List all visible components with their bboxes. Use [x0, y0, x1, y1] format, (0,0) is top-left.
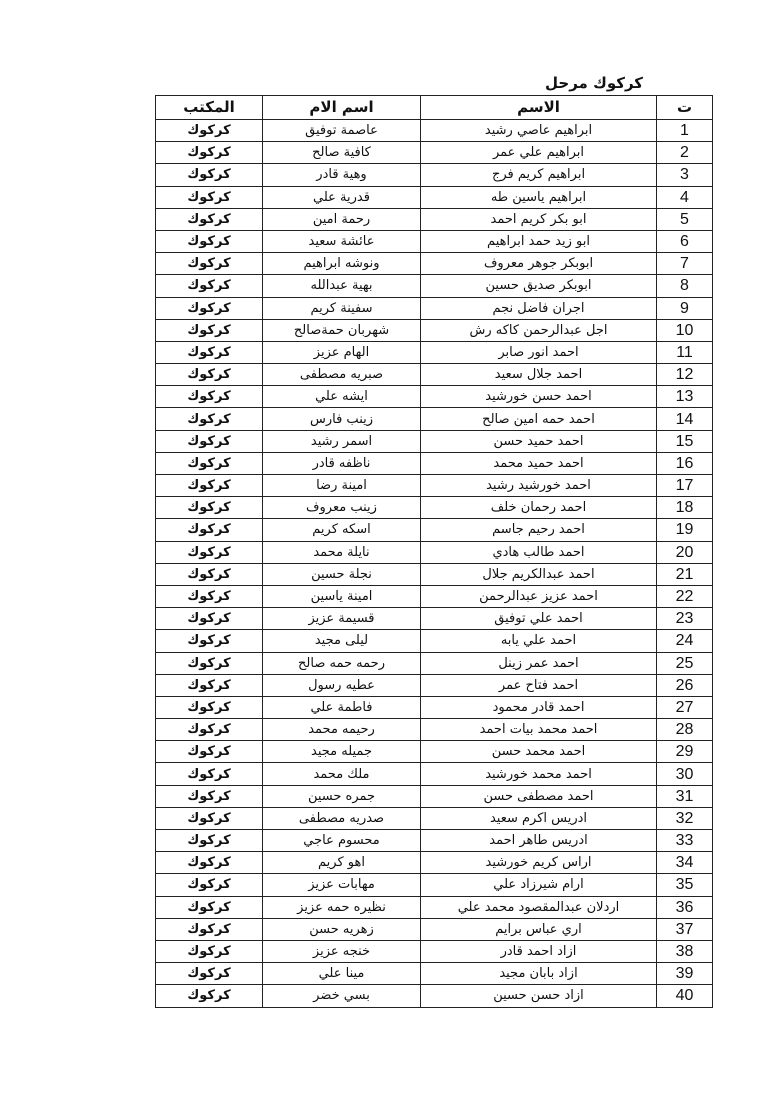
- table-row: [156, 120, 713, 142]
- mother-name: ليلى مجيد: [263, 630, 421, 652]
- header-office: المكتب: [156, 96, 263, 120]
- table-row: [156, 164, 713, 186]
- row-number: 18: [657, 497, 713, 519]
- row-number: 32: [657, 807, 713, 829]
- mother-name: اهو كريم: [263, 852, 421, 874]
- table-row: [156, 630, 713, 652]
- mother-name: جميله مجيد: [263, 741, 421, 763]
- person-name: احمد محمد خورشيد: [421, 763, 657, 785]
- mother-name: نايلة محمد: [263, 541, 421, 563]
- row-number: 4: [657, 186, 713, 208]
- office-name: كركوك: [156, 652, 263, 674]
- table-row: [156, 408, 713, 430]
- row-number: 25: [657, 652, 713, 674]
- person-name: ابراهيم ياسين طه: [421, 186, 657, 208]
- person-name: ابراهيم عاصي رشيد: [421, 120, 657, 142]
- office-name: كركوك: [156, 430, 263, 452]
- table-row: [156, 652, 713, 674]
- mother-name: ملك محمد: [263, 763, 421, 785]
- office-name: كركوك: [156, 674, 263, 696]
- mother-name: محسوم عاجي: [263, 830, 421, 852]
- mother-name: امينة رضا: [263, 475, 421, 497]
- mother-name: بسي خضر: [263, 985, 421, 1007]
- row-number: 3: [657, 164, 713, 186]
- row-number: 10: [657, 319, 713, 341]
- mother-name: ونوشه ابراهيم: [263, 253, 421, 275]
- row-number: 20: [657, 541, 713, 563]
- mother-name: صبريه مصطفى: [263, 364, 421, 386]
- person-name: احمد حمه امين صالح: [421, 408, 657, 430]
- table-row: [156, 940, 713, 962]
- row-number: 37: [657, 918, 713, 940]
- table-row: [156, 186, 713, 208]
- person-name: احمد خورشيد رشيد: [421, 475, 657, 497]
- office-name: كركوك: [156, 341, 263, 363]
- row-number: 26: [657, 674, 713, 696]
- person-name: احمد عزيز عبدالرحمن: [421, 585, 657, 607]
- header-mother-name: اسم الام: [263, 96, 421, 120]
- person-name: ادريس اكرم سعيد: [421, 807, 657, 829]
- mother-name: عطيه رسول: [263, 674, 421, 696]
- person-name: احمد رحمان خلف: [421, 497, 657, 519]
- row-number: 35: [657, 874, 713, 896]
- person-name: احمد عبدالكريم جلال: [421, 563, 657, 585]
- table-row: [156, 253, 713, 275]
- person-name: احمد جلال سعيد: [421, 364, 657, 386]
- office-name: كركوك: [156, 785, 263, 807]
- header-number: ت: [657, 96, 713, 120]
- row-number: 13: [657, 386, 713, 408]
- mother-name: اسمر رشيد: [263, 430, 421, 452]
- row-number: 33: [657, 830, 713, 852]
- mother-name: صدريه مصطفى: [263, 807, 421, 829]
- office-name: كركوك: [156, 896, 263, 918]
- table-row: [156, 341, 713, 363]
- row-number: 1: [657, 120, 713, 142]
- header-row: [156, 96, 713, 120]
- person-name: احمد قادر محمود: [421, 696, 657, 718]
- office-name: كركوك: [156, 940, 263, 962]
- office-name: كركوك: [156, 830, 263, 852]
- office-name: كركوك: [156, 186, 263, 208]
- row-number: 11: [657, 341, 713, 363]
- person-name: احمد طالب هادي: [421, 541, 657, 563]
- table-row: [156, 475, 713, 497]
- mother-name: سفينة كريم: [263, 297, 421, 319]
- table-row: [156, 852, 713, 874]
- row-number: 19: [657, 519, 713, 541]
- office-name: كركوك: [156, 319, 263, 341]
- office-name: كركوك: [156, 985, 263, 1007]
- mother-name: ناظفه قادر: [263, 452, 421, 474]
- office-name: كركوك: [156, 918, 263, 940]
- office-name: كركوك: [156, 452, 263, 474]
- table-row: [156, 208, 713, 230]
- table-row: [156, 719, 713, 741]
- mother-name: زهريه حسن: [263, 918, 421, 940]
- row-number: 21: [657, 563, 713, 585]
- table-row: [156, 985, 713, 1007]
- row-number: 29: [657, 741, 713, 763]
- mother-name: امينة ياسين: [263, 585, 421, 607]
- table-row: [156, 807, 713, 829]
- row-number: 5: [657, 208, 713, 230]
- header-name: الاسم: [421, 96, 657, 120]
- roster-table: [155, 95, 713, 1008]
- table-row: [156, 763, 713, 785]
- person-name: ابو زيد حمد ابراهيم: [421, 230, 657, 252]
- mother-name: نظيره حمه عزيز: [263, 896, 421, 918]
- table-row: [156, 918, 713, 940]
- row-number: 27: [657, 696, 713, 718]
- person-name: احمد فتاح عمر: [421, 674, 657, 696]
- office-name: كركوك: [156, 253, 263, 275]
- person-name: ادريس طاهر احمد: [421, 830, 657, 852]
- table-row: [156, 785, 713, 807]
- row-number: 15: [657, 430, 713, 452]
- office-name: كركوك: [156, 585, 263, 607]
- row-number: 30: [657, 763, 713, 785]
- person-name: اردلان عبدالمقصود محمد علي: [421, 896, 657, 918]
- mother-name: الهام عزيز: [263, 341, 421, 363]
- table-row: [156, 275, 713, 297]
- row-number: 31: [657, 785, 713, 807]
- table-row: [156, 142, 713, 164]
- table-row: [156, 452, 713, 474]
- office-name: كركوك: [156, 874, 263, 896]
- person-name: ارام شيرزاد علي: [421, 874, 657, 896]
- office-name: كركوك: [156, 120, 263, 142]
- row-number: 16: [657, 452, 713, 474]
- office-name: كركوك: [156, 963, 263, 985]
- table-row: [156, 430, 713, 452]
- table-row: [156, 963, 713, 985]
- office-name: كركوك: [156, 719, 263, 741]
- person-name: ابراهيم علي عمر: [421, 142, 657, 164]
- person-name: ازاد بابان مجيد: [421, 963, 657, 985]
- table-row: [156, 497, 713, 519]
- row-number: 6: [657, 230, 713, 252]
- mother-name: قدرية علي: [263, 186, 421, 208]
- table-row: [156, 386, 713, 408]
- row-number: 23: [657, 608, 713, 630]
- office-name: كركوك: [156, 519, 263, 541]
- office-name: كركوك: [156, 164, 263, 186]
- mother-name: عاصمة توفيق: [263, 120, 421, 142]
- mother-name: رحيمه محمد: [263, 719, 421, 741]
- office-name: كركوك: [156, 541, 263, 563]
- row-number: 24: [657, 630, 713, 652]
- person-name: احمد حميد محمد: [421, 452, 657, 474]
- office-name: كركوك: [156, 408, 263, 430]
- row-number: 14: [657, 408, 713, 430]
- mother-name: كافية صالح: [263, 142, 421, 164]
- person-name: احمد انور صابر: [421, 341, 657, 363]
- row-number: 7: [657, 253, 713, 275]
- person-name: ابوبكر صديق حسين: [421, 275, 657, 297]
- office-name: كركوك: [156, 741, 263, 763]
- person-name: احمد علي توفيق: [421, 608, 657, 630]
- person-name: ابو بكر كريم احمد: [421, 208, 657, 230]
- table-row: [156, 608, 713, 630]
- mother-name: مهابات عزيز: [263, 874, 421, 896]
- mother-name: شهربان حمةصالح: [263, 319, 421, 341]
- table-row: [156, 297, 713, 319]
- row-number: 9: [657, 297, 713, 319]
- office-name: كركوك: [156, 696, 263, 718]
- person-name: احمد محمد حسن: [421, 741, 657, 763]
- table-row: [156, 230, 713, 252]
- person-name: اري عباس برايم: [421, 918, 657, 940]
- row-number: 8: [657, 275, 713, 297]
- row-number: 17: [657, 475, 713, 497]
- table-row: [156, 830, 713, 852]
- person-name: احمد حسن خورشيد: [421, 386, 657, 408]
- mother-name: عائشة سعيد: [263, 230, 421, 252]
- mother-name: نجلة حسين: [263, 563, 421, 585]
- office-name: كركوك: [156, 608, 263, 630]
- person-name: ازاد احمد قادر: [421, 940, 657, 962]
- office-name: كركوك: [156, 630, 263, 652]
- person-name: احمد حميد حسن: [421, 430, 657, 452]
- mother-name: بهية عبدالله: [263, 275, 421, 297]
- mother-name: خنجه عزيز: [263, 940, 421, 962]
- person-name: ازاد حسن حسين: [421, 985, 657, 1007]
- mother-name: اسكه كريم: [263, 519, 421, 541]
- table-row: [156, 741, 713, 763]
- person-name: احمد علي يابه: [421, 630, 657, 652]
- office-name: كركوك: [156, 275, 263, 297]
- person-name: اجل عبدالرحمن كاكه رش: [421, 319, 657, 341]
- office-name: كركوك: [156, 497, 263, 519]
- person-name: احمد عمر زينل: [421, 652, 657, 674]
- office-name: كركوك: [156, 807, 263, 829]
- office-name: كركوك: [156, 386, 263, 408]
- office-name: كركوك: [156, 297, 263, 319]
- row-number: 39: [657, 963, 713, 985]
- mother-name: رحمه حمه صالح: [263, 652, 421, 674]
- office-name: كركوك: [156, 475, 263, 497]
- mother-name: وهية قادر: [263, 164, 421, 186]
- person-name: اجران فاضل نجم: [421, 297, 657, 319]
- mother-name: زينب معروف: [263, 497, 421, 519]
- roster-body: [156, 120, 713, 1008]
- office-name: كركوك: [156, 142, 263, 164]
- page-title: كركوك مرحل: [545, 74, 643, 92]
- mother-name: رحمة امين: [263, 208, 421, 230]
- table-row: [156, 585, 713, 607]
- row-number: 2: [657, 142, 713, 164]
- row-number: 28: [657, 719, 713, 741]
- table-row: [156, 319, 713, 341]
- mother-name: قسيمة عزيز: [263, 608, 421, 630]
- office-name: كركوك: [156, 208, 263, 230]
- row-number: 12: [657, 364, 713, 386]
- table-row: [156, 519, 713, 541]
- row-number: 40: [657, 985, 713, 1007]
- person-name: احمد محمد بيات احمد: [421, 719, 657, 741]
- person-name: احمد رحيم جاسم: [421, 519, 657, 541]
- office-name: كركوك: [156, 763, 263, 785]
- office-name: كركوك: [156, 364, 263, 386]
- mother-name: مينا علي: [263, 963, 421, 985]
- mother-name: زينب فارس: [263, 408, 421, 430]
- row-number: 34: [657, 852, 713, 874]
- table-row: [156, 874, 713, 896]
- mother-name: فاطمة علي: [263, 696, 421, 718]
- table-row: [156, 674, 713, 696]
- table-row: [156, 696, 713, 718]
- table-row: [156, 563, 713, 585]
- row-number: 22: [657, 585, 713, 607]
- row-number: 36: [657, 896, 713, 918]
- office-name: كركوك: [156, 563, 263, 585]
- table-row: [156, 541, 713, 563]
- table-row: [156, 364, 713, 386]
- mother-name: ايشه علي: [263, 386, 421, 408]
- person-name: ابراهيم كريم فرج: [421, 164, 657, 186]
- office-name: كركوك: [156, 852, 263, 874]
- person-name: ابوبكر جوهر معروف: [421, 253, 657, 275]
- table-row: [156, 896, 713, 918]
- office-name: كركوك: [156, 230, 263, 252]
- person-name: احمد مصطفى حسن: [421, 785, 657, 807]
- mother-name: جمره حسين: [263, 785, 421, 807]
- person-name: اراس كريم خورشيد: [421, 852, 657, 874]
- row-number: 38: [657, 940, 713, 962]
